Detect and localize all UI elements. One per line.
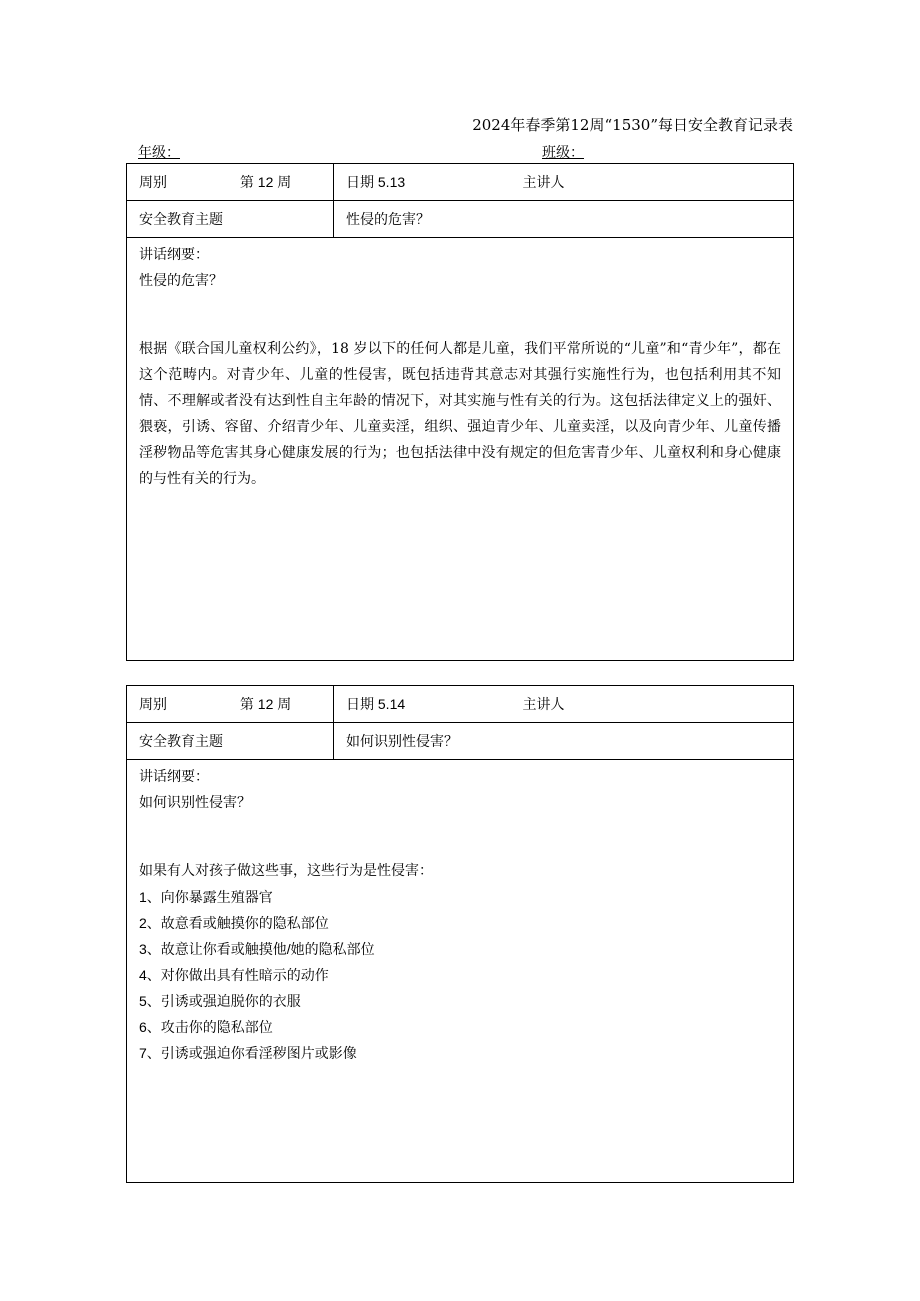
week-cell (127, 686, 334, 723)
record-table-1 (126, 163, 794, 661)
list-item: 5、引诱或强迫脱你的衣服 (139, 993, 301, 1009)
date-label: 日期 5.14 (346, 696, 406, 712)
outline-label: 讲话纲要： (139, 247, 209, 263)
list-item: 4、对你做出具有性暗示的动作 (139, 967, 329, 983)
outline-paragraph: 根据《联合国儿童权利公约》，18 岁以下的任何人都是儿童，我们平常所说的“儿童”和“青少年”，都在这个范畴内。对青少年、儿童的性侵害，既包括违背其意志对其强行实施性行为，也包括利用其不知情、不理解或者没有达到性自主年龄的情况下，对其实施与性有关的行为。这包括法律定义上的强奸、猥亵，引诱、容留、介绍青少年、儿童卖淫，组织、强迫青少年、儿童卖淫，以及向青少年、儿童传播淫秽物品等危害其身心健康发展的行为；也包括法律中没有规定的但危害青少年、儿童权利和身心健康的与性有关的行为。 (139, 341, 781, 487)
list-item: 2、故意看或触摸你的隐私部位 (139, 915, 329, 931)
outline-row (127, 760, 794, 1183)
week-label: 周别 (139, 697, 167, 713)
topic-value: 如何识别性侵害？ (334, 723, 794, 760)
date-speaker-cell (334, 164, 794, 201)
topic-label: 安全教育主题 (127, 201, 334, 238)
date-speaker-cell (334, 686, 794, 723)
list-item: 3、故意让你看或触摸他/她的隐私部位 (139, 941, 375, 957)
speaker-label: 主讲人 (522, 697, 565, 713)
speaker-label: 主讲人 (522, 175, 565, 191)
document-title: 2024年春季第12周“1530”每日安全教育记录表 (472, 116, 793, 134)
date-label: 日期 5.13 (346, 174, 406, 190)
list-item: 7、引诱或强迫你看淫秽图片或影像 (139, 1045, 357, 1061)
class-label: 班级： (542, 145, 584, 161)
outline-label: 讲话纲要： (139, 769, 209, 785)
record-header-row (127, 686, 794, 723)
list-item: 6、攻击你的隐私部位 (139, 1019, 273, 1035)
grade-class-line (138, 142, 584, 162)
topic-label: 安全教育主题 (127, 723, 334, 760)
week-value: 第 12 周 (239, 696, 292, 712)
topic-value: 性侵的危害？ (334, 201, 794, 238)
topic-row (127, 201, 794, 238)
list-item: 1、向你暴露生殖器官 (139, 889, 273, 905)
outline-cell (127, 238, 794, 661)
outline-row (127, 238, 794, 661)
outline-cell (127, 760, 794, 1183)
week-label: 周别 (139, 175, 167, 191)
grade-label: 年级： (138, 145, 180, 161)
week-value: 第 12 周 (239, 174, 292, 190)
outline-intro: 如果有人对孩子做这些事，这些行为是性侵害： (139, 863, 433, 879)
outline-title: 性侵的危害？ (139, 273, 223, 289)
record-header-row (127, 164, 794, 201)
outline-title: 如何识别性侵害？ (139, 795, 251, 811)
week-cell (127, 164, 334, 201)
record-table-2 (126, 685, 794, 1183)
topic-row (127, 723, 794, 760)
